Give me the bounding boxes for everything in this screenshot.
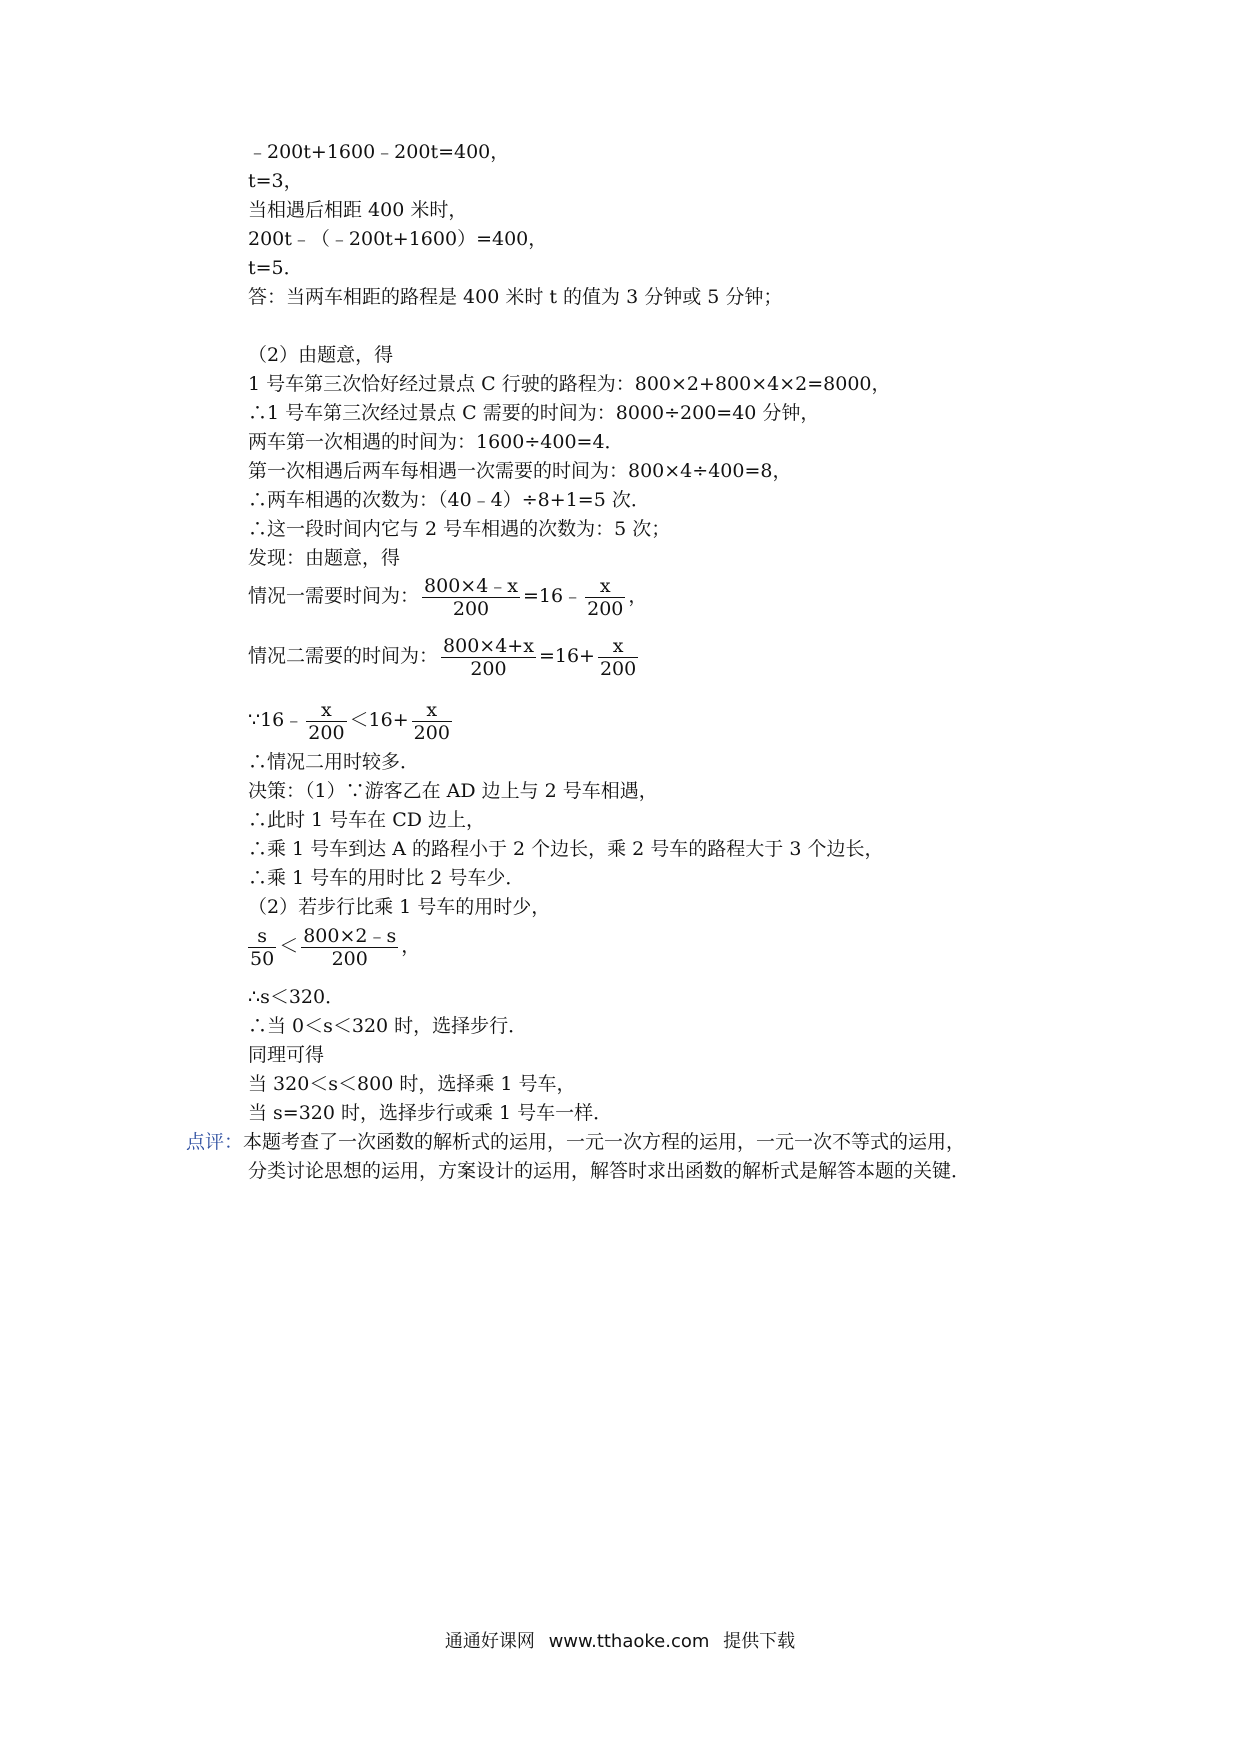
- fraction: $\frac{800\times 4+x}{200}$: [443, 634, 534, 680]
- text-line: 当相遇后相距 400 米时，: [248, 199, 468, 221]
- text-line: t=5．: [248, 257, 303, 279]
- footer-tail: 提供下载: [723, 1631, 796, 1652]
- commentary-text: 分类讨论思想的运用，方案设计的运用，解答时求出函数的解析式是解答本题的关键．: [248, 1160, 971, 1182]
- answer-line: 答：当两车相距的路程是 400 米时 t 的值为 3 分钟或 5 分钟；: [248, 286, 783, 308]
- text-line: ∴s＜320．: [248, 986, 345, 1008]
- text-line: ∴情况二用时较多．: [248, 751, 420, 773]
- text-line: 1 号车第三次恰好经过景点 C 行驶的路程为：800×2+800×4×2=8000，: [248, 373, 891, 395]
- text-line: ∴乘 1 号车到达 A 的路程小于 2 个边长，乘 2 号车的路程大于 3 个边长，: [248, 838, 884, 860]
- case1-formula: 情况一需要时间为： $\frac{800\times 4﹣x}{200}$ =16﹣ $\frac{x}{200}$ ，: [248, 574, 648, 620]
- text-line: t=3，: [248, 170, 303, 192]
- comparison-formula: ∵16﹣ $\frac{x}{200}$ ＜16+ $\frac{x}{200}$: [248, 698, 450, 744]
- fraction: $\frac{s}{50}$: [250, 924, 275, 970]
- site-name: 通通好课网: [444, 1631, 535, 1652]
- fraction: $\frac{x}{200}$: [587, 574, 624, 620]
- text-line: 决策：（1）∵游客乙在 AD 边上与 2 号车相遇，: [248, 780, 658, 802]
- commentary-text: 本题考查了一次函数的解析式的运用，一元一次方程的运用，一元一次不等式的运用，: [243, 1131, 966, 1153]
- text-line: 当 s=320 时，选择步行或乘 1 号车一样．: [248, 1102, 613, 1124]
- text-line: ∴当 0＜s＜320 时，选择步行．: [248, 1015, 528, 1037]
- text-line: ∴1 号车第三次经过景点 C 需要的时间为：8000÷200=40 分钟，: [248, 402, 820, 424]
- case2-formula: 情况二需要的时间为： $\frac{800\times 4+x}{200}$ =16+ $\frac{x}{200}$: [248, 634, 637, 680]
- text-line: ∴此时 1 号车在 CD 边上，: [248, 809, 486, 831]
- commentary-label: 点评：: [186, 1131, 244, 1153]
- text-line: ∴这一段时间内它与 2 号车相遇的次数为：5 次；: [248, 518, 671, 540]
- text-line: ﹣200t+1600﹣200t=400，: [248, 141, 510, 163]
- fraction: $\frac{x}{200}$: [599, 634, 637, 680]
- text-line: 第一次相遇后两车每相遇一次需要的时间为：800×4÷400=8，: [248, 460, 792, 482]
- page-footer: [0, 1627, 1240, 1653]
- commentary: [186, 1130, 965, 1154]
- text-line: 发现：由题意，得: [248, 547, 401, 569]
- text-line: （2）若步行比乘 1 号车的用时少，: [248, 896, 551, 918]
- text-line: （2）由题意，得: [248, 344, 394, 366]
- text-line: ∴乘 1 号车的用时比 2 号车少．: [248, 867, 525, 889]
- text-line: 当 320＜s＜800 时，选择乘 1 号车，: [248, 1073, 576, 1095]
- text-line: 200t﹣（﹣200t+1600）=400，: [248, 228, 548, 250]
- site-url[interactable]: www.tthaoke.com: [548, 1631, 710, 1652]
- fraction: $\frac{800\times 2﹣s}{200}$: [303, 924, 397, 970]
- inequality-formula: $\frac{s}{50}$ ＜ $\frac{800\times 2﹣s}{200}$ ，: [250, 924, 421, 970]
- fraction: $\frac{800\times 4﹣x}{200}$: [424, 574, 519, 620]
- text-line: 同理可得: [248, 1044, 325, 1066]
- text-line: ∴两车相遇的次数为：（40﹣4）÷8+1=5 次．: [248, 489, 650, 511]
- fraction: $\frac{x}{200}$: [413, 698, 450, 744]
- text-line: 两车第一次相遇的时间为：1600÷400=4．: [248, 431, 624, 453]
- fraction: $\frac{x}{200}$: [308, 698, 345, 744]
